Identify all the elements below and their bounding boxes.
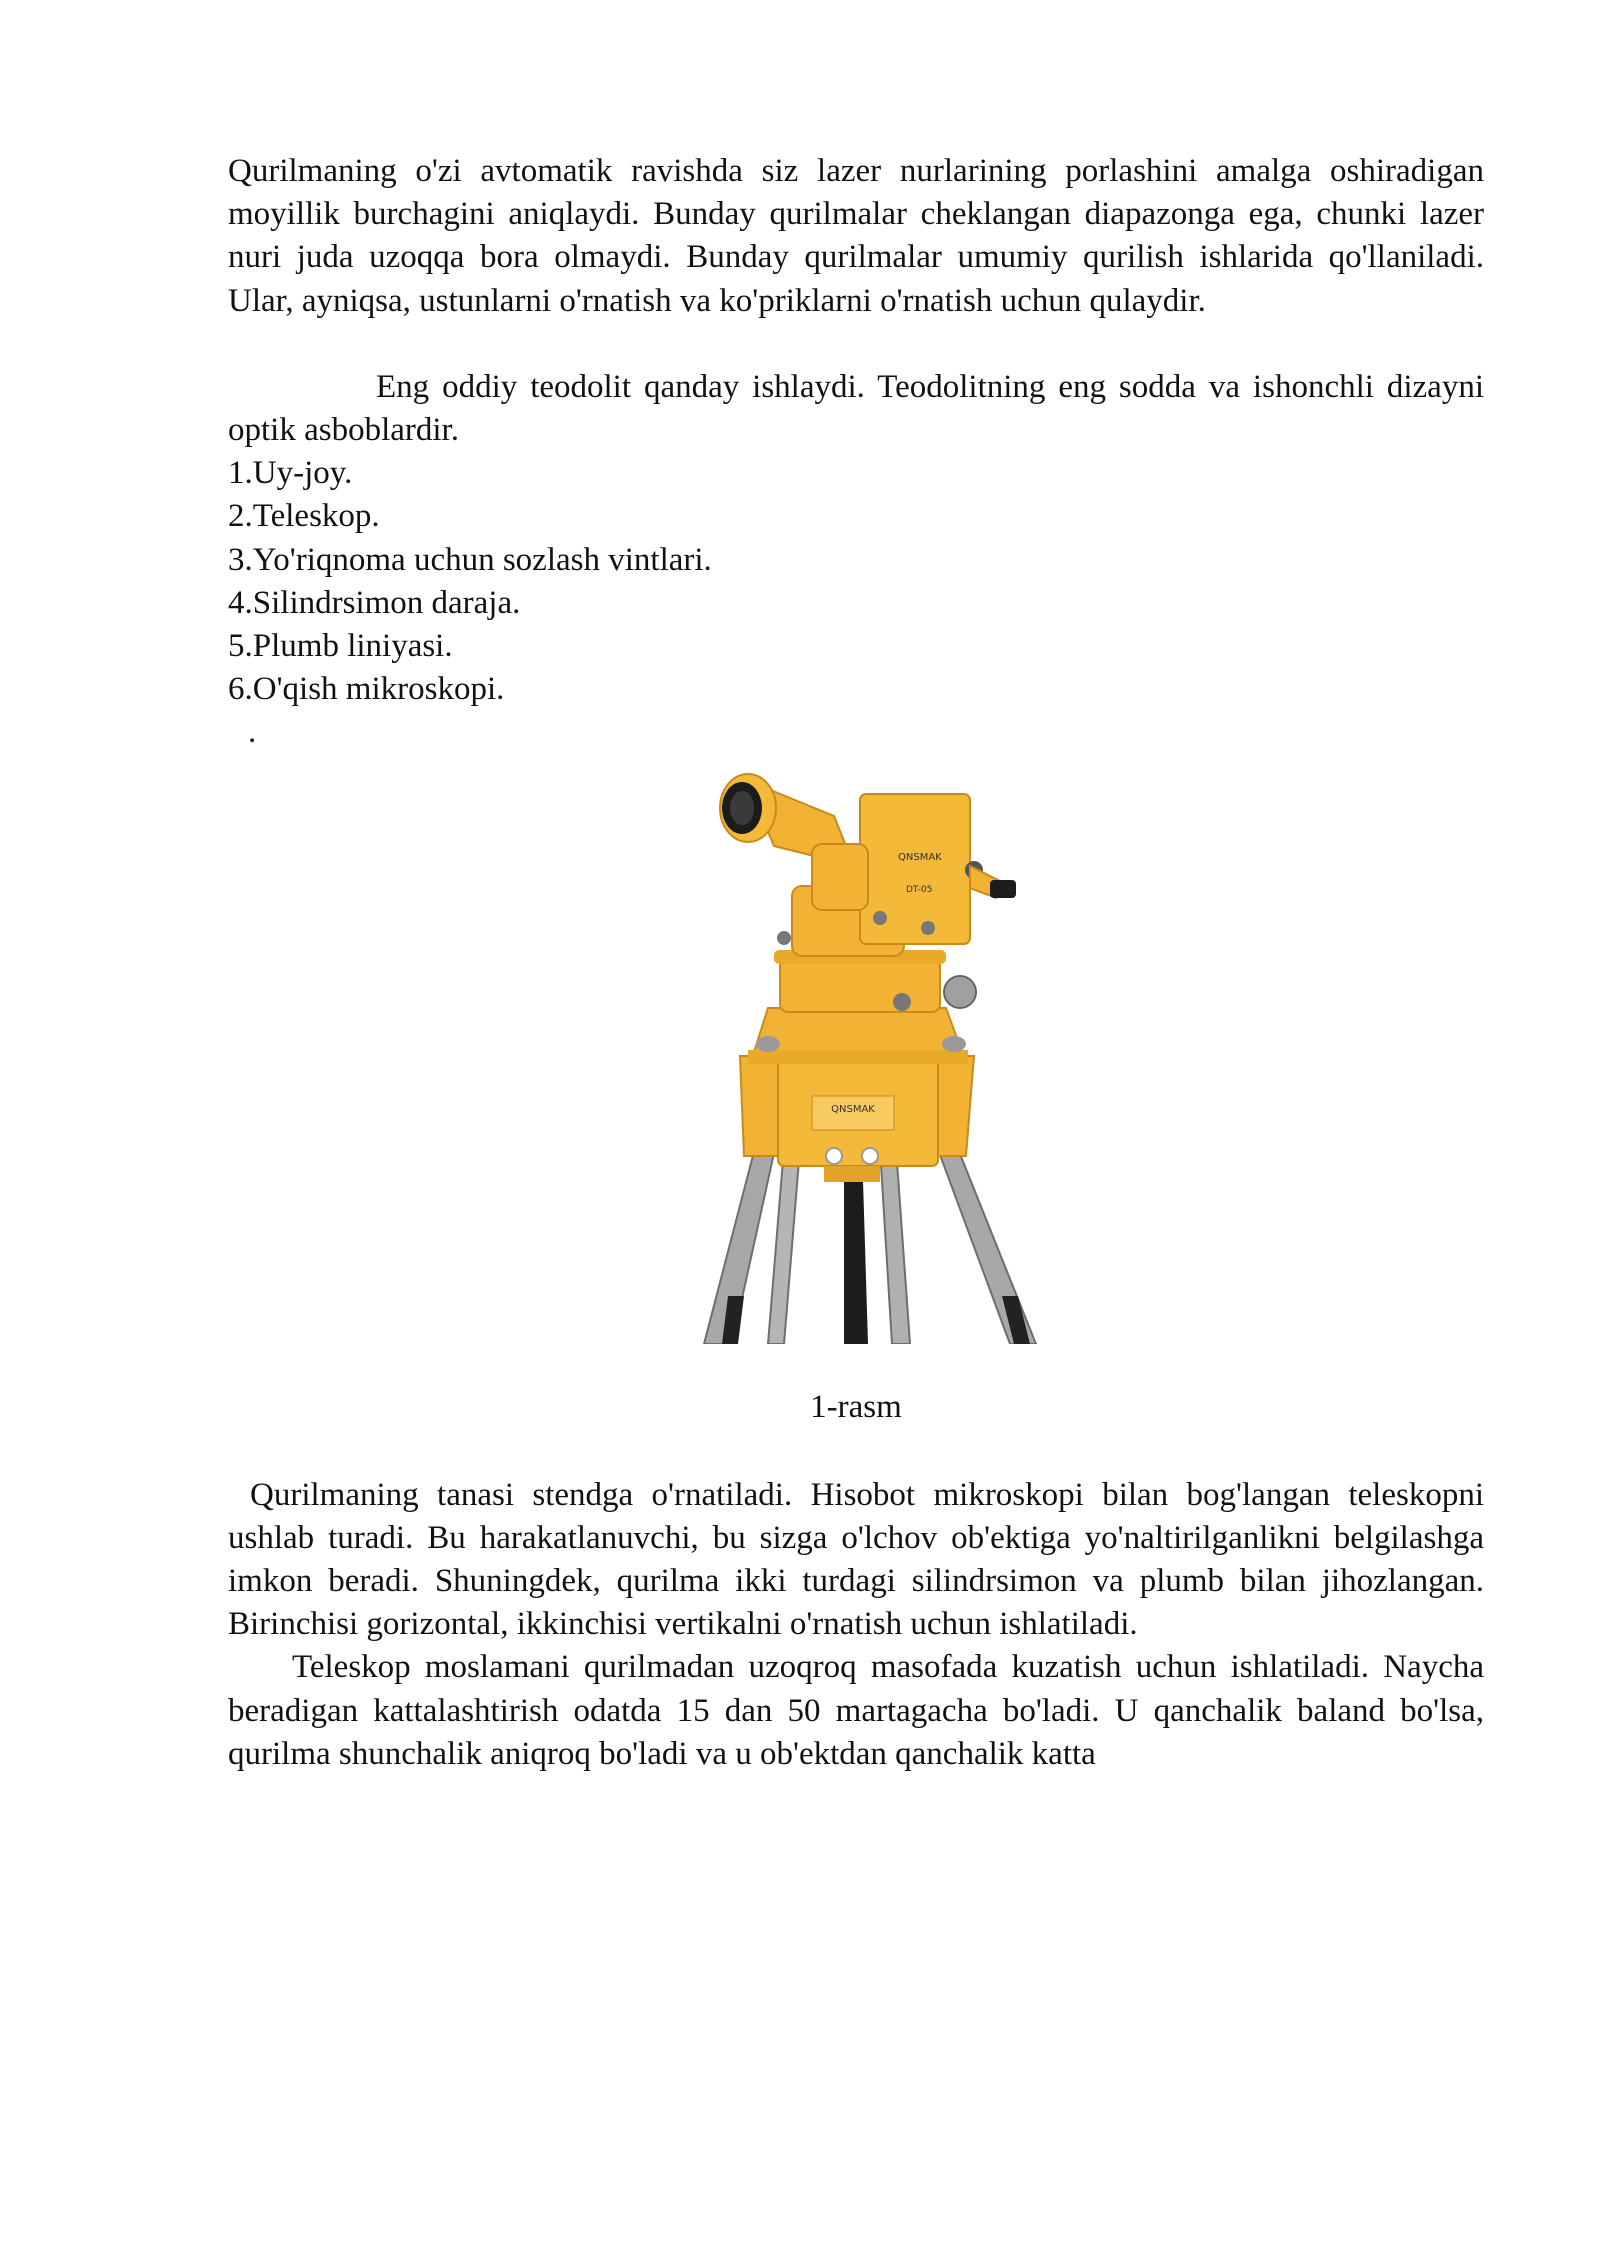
stray-dot: . [248,714,257,751]
paragraph-body-structure: Qurilmaning tanasi stendga o'rnatiladi. Hisobot mikroskopi bilan bog'langan teleskopni ushlab turadi. Bu harakatlanuvchi, bu sizga o'lchov ob'ektiga yo'naltirilganlikni belgilashga imkon beradi. Shuningdek, qurilma ikki turdagi silindrsimon va plumb bilan jihozlangan. Birinchisi gorizontal, ikkinchisi vertikalni o'rnatish uchun ishlatiladi. [228,1476,1484,1643]
paragraph-intro: Eng oddiy teodolit qanday ishlaydi. Teodolitning eng sodda va ishonchli dizayni optik asboblardir. [228,368,1484,449]
parts-list [228,452,1484,711]
theodolite-image [684,756,1068,1344]
paragraph-laser: Qurilmaning o'zi avtomatik ravishda siz lazer nurlarining porlashini amalga oshiradigan moyillik burchagini aniqlaydi. Bunday qurilmalar cheklangan diapazonga ega, chunki lazer nuri juda uzoqqa bora olmaydi. Bunday qurilmalar umumiy qurilish ishlarida qo'llaniladi. Ular, ayniqsa, ustunlarni o'rnatish va ko'priklarni o'rnatish uchun qulaydir. [228,153,1484,319]
list-item: 4.Silindrsimon daraja. [228,584,521,621]
instrument-brand-logo: QNSMAK [898,852,942,864]
list-item: 6.O'qish mikroskopi. [228,671,505,708]
list-item: 5.Plumb liniyasi. [228,628,453,665]
tripod-brand-logo: QNSMAK [831,1104,875,1116]
list-item: 1.Uy-joy. [228,455,353,492]
tribrach [748,1008,968,1064]
blank-line [228,323,1484,366]
theodolite-figure [228,756,1484,1346]
list-item: 3.Yo'riqnoma uchun sozlash vintlari. [228,541,712,578]
list-item: 2.Teleskop. [228,498,380,535]
tripod-head [740,1046,974,1182]
instrument-model-label: DT-05 [906,885,933,896]
figure-caption: 1-rasm [810,1389,902,1426]
paragraph-telescope: Teleskop moslamani qurilmadan uzoqroq masofada kuzatish uchun ishlatiladi. Naycha beradigan kattalashtirish odatda 15 dan 50 martagacha bo'ladi. U qanchalik baland bo'lsa, qurilma shunchalik aniqroq bo'ladi va u ob'ektdan qanchalik katta [228,1649,1484,1772]
document-page [228,150,1484,1776]
